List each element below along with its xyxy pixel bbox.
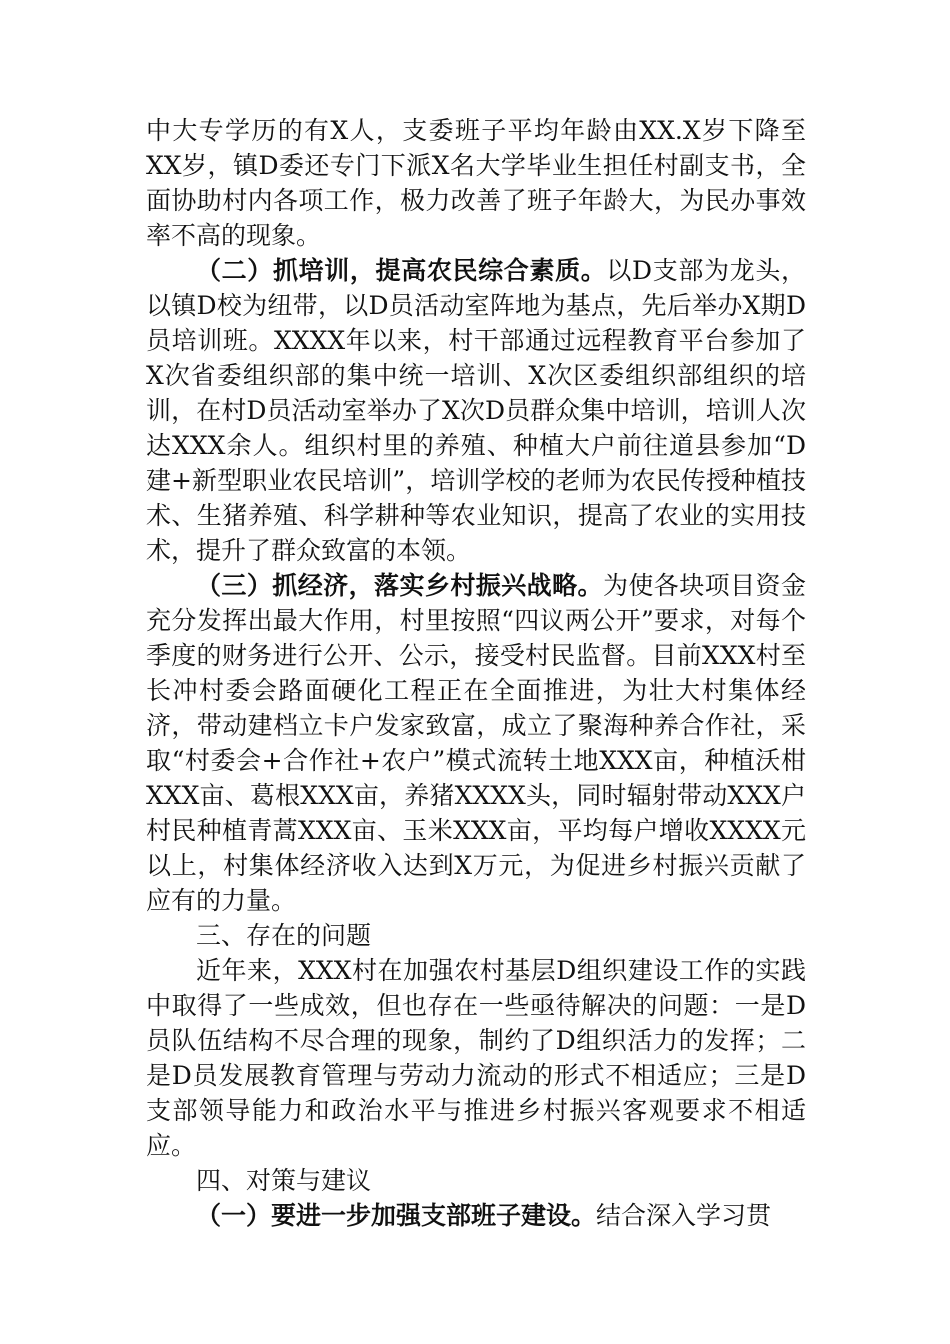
paragraph-lead: （三）抓经济，落实乡村振兴战略。 — [196, 571, 603, 600]
paragraph-continued — [146, 113, 806, 253]
paragraph-suggestion-1 — [146, 1198, 806, 1233]
paragraph-lead: （二）抓培训，提高农民综合素质。 — [196, 256, 607, 285]
paragraph-text: 结合深入学习贯 — [596, 1201, 772, 1230]
paragraph-text: 以D支部为龙头，以镇D校为纽带，以D员活动室阵地为基点，先后举办X期D员培训班。XXXX年以来，村干部通过远程教育平台参加了X次省委组织部的集中统一培训、X次区委组织部组织的培训，在村D员活动室举办了X次D员群众集中培训，培训人次达XXX余人。组织村里的养殖、种植大户前往道县参加“D建+新型职业农民培训”，培训学校的老师为农民传授种植技术、生猪养殖、科学耕种等农业知识，提高了农业的实用技术，提升了群众致富的本领。 — [146, 256, 806, 565]
paragraph-text: 为使各块项目资金充分发挥出最大作用，村里按照“四议两公开”要求，对每个季度的财务进行公开、公示，接受村民监督。目前XXX村至长冲村委会路面硬化工程正在全面推进，为壮大村集体经济，带动建档立卡户发家致富，成立了聚海种养合作社，采取“村委会+合作社+农户”模式流转土地XXX亩，种植沃柑XXX亩、葛根XXX亩，养猪XXXX头，同时辐射带动XXX户村民种植青蒿XXX亩、玉米XXX亩，平均每户增收XXXX元以上，村集体经济收入达到X万元，为促进乡村振兴贡献了应有的力量。 — [146, 571, 806, 915]
section-heading-suggestions: 四、对策与建议 — [196, 1166, 372, 1195]
document-body — [146, 113, 806, 1233]
paragraph-lead: （一）要进一步加强支部班子建设。 — [196, 1201, 597, 1230]
paragraph-text: 中大专学历的有X人，支委班子平均年龄由XX.X岁下降至XX岁，镇D委还专门下派X名大学毕业生担任村副支书，全面协助村内各项工作，极力改善了班子年龄大，为民办事效率不高的现象。 — [146, 116, 806, 250]
paragraph-training — [146, 253, 806, 568]
section-heading-problems: 三、存在的问题 — [196, 921, 372, 950]
paragraph-economy — [146, 568, 806, 918]
paragraph-problems — [146, 953, 806, 1163]
paragraph-text: 近年来，XXX村在加强农村基层D组织建设工作的实践中取得了一些成效，但也存在一些亟待解决的问题：一是D员队伍结构不尽合理的现象，制约了D组织活力的发挥；二是D员发展教育管理与劳动力流动的形式不相适应；三是D支部领导能力和政治水平与推进乡村振兴客观要求不相适应。 — [146, 956, 806, 1160]
